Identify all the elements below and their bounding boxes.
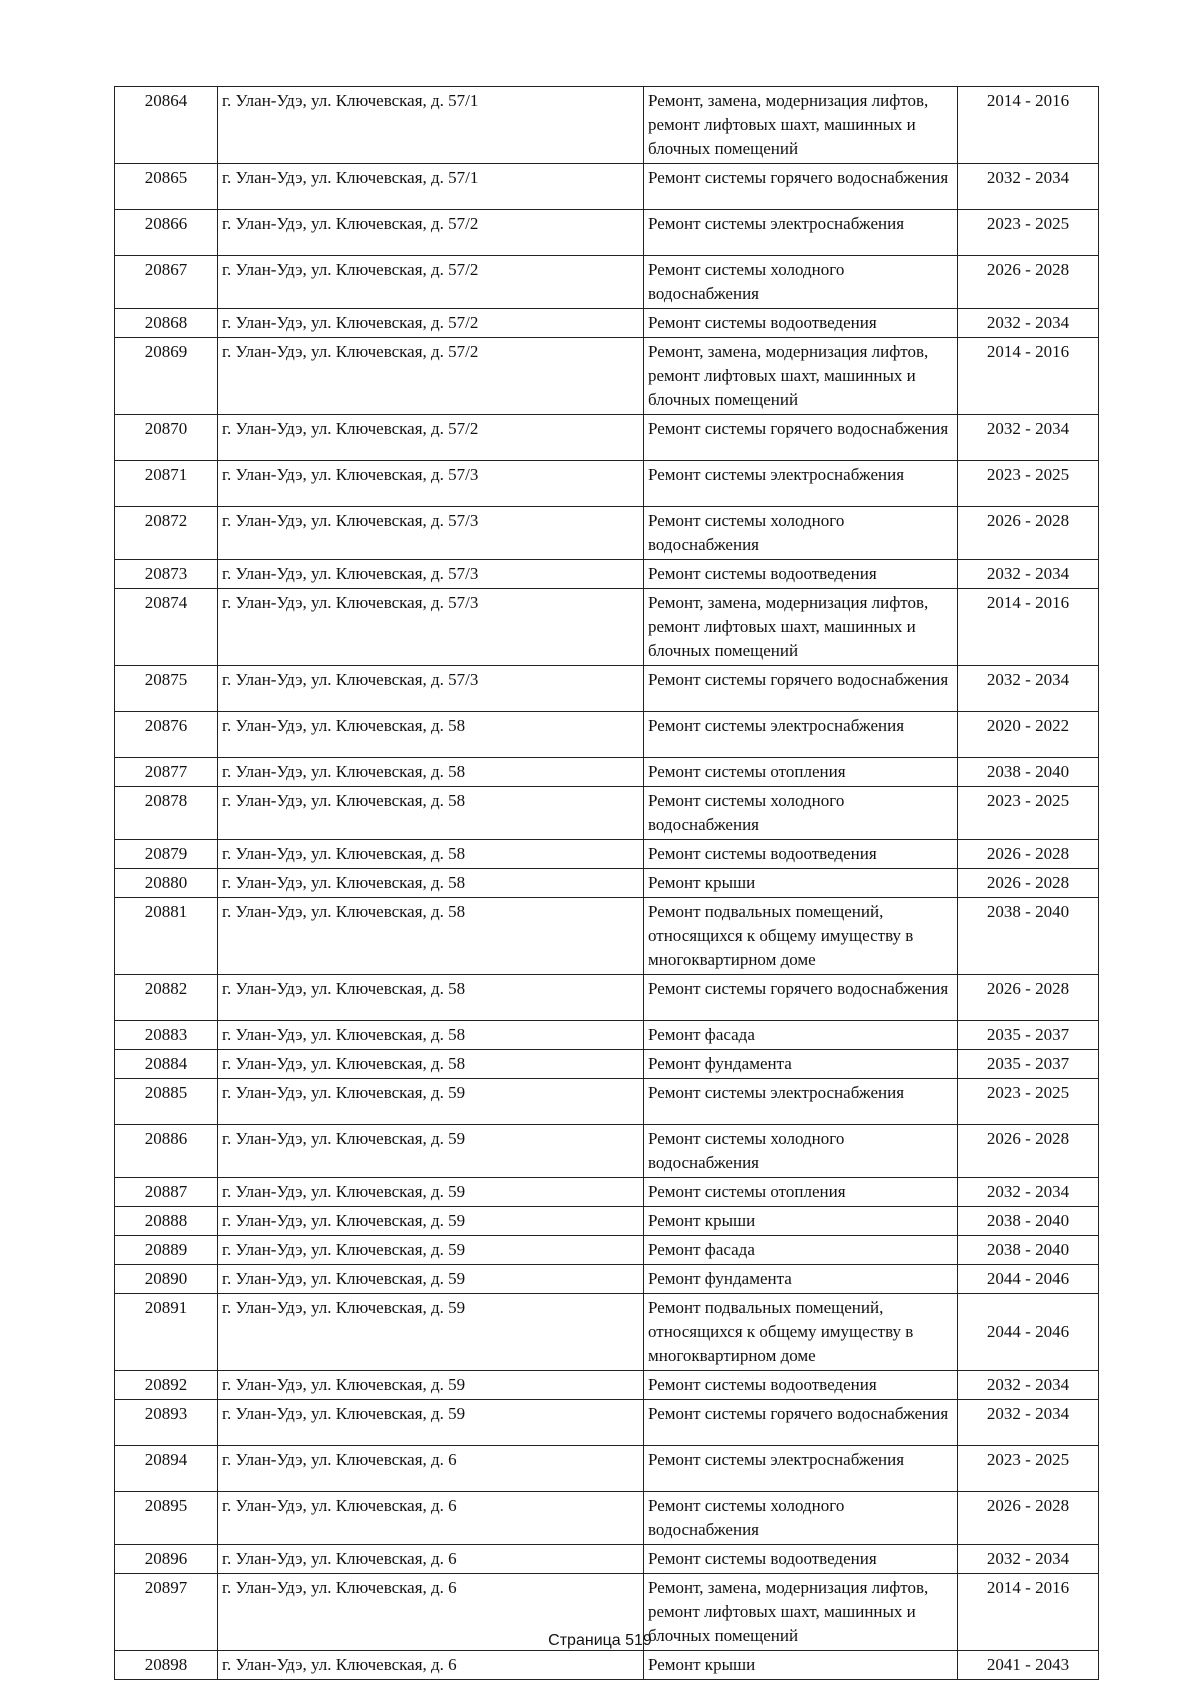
row-years: 2020 - 2022 [958,712,1099,758]
row-number: 20870 [115,415,218,461]
row-number: 20888 [115,1207,218,1236]
row-work-type: Ремонт крыши [644,1651,958,1680]
table-row [115,975,1099,1021]
row-years: 2032 - 2034 [958,560,1099,589]
row-years: 2032 - 2034 [958,1400,1099,1446]
table-row [115,589,1099,666]
table-row [115,1371,1099,1400]
row-address: г. Улан-Удэ, ул. Ключевская, д. 6 [218,1492,644,1545]
row-years: 2026 - 2028 [958,975,1099,1021]
row-years: 2032 - 2034 [958,1371,1099,1400]
row-work-type: Ремонт подвальных помещений, относящихся к общему имуществу в многоквартирном доме [644,1294,958,1371]
row-work-type: Ремонт системы холодного водоснабжения [644,1125,958,1178]
row-number: 20893 [115,1400,218,1446]
row-number: 20894 [115,1446,218,1492]
row-years: 2038 - 2040 [958,1236,1099,1265]
row-number: 20875 [115,666,218,712]
row-years: 2038 - 2040 [958,898,1099,975]
row-years: 2014 - 2016 [958,589,1099,666]
row-number: 20886 [115,1125,218,1178]
row-address: г. Улан-Удэ, ул. Ключевская, д. 57/2 [218,256,644,309]
row-years: 2032 - 2034 [958,1178,1099,1207]
row-years: 2023 - 2025 [958,787,1099,840]
table-row [115,1207,1099,1236]
row-work-type: Ремонт системы горячего водоснабжения [644,164,958,210]
row-years: 2026 - 2028 [958,869,1099,898]
row-years: 2026 - 2028 [958,840,1099,869]
row-address: г. Улан-Удэ, ул. Ключевская, д. 58 [218,975,644,1021]
row-number: 20872 [115,507,218,560]
row-address: г. Улан-Удэ, ул. Ключевская, д. 57/2 [218,415,644,461]
row-number: 20878 [115,787,218,840]
row-address: г. Улан-Удэ, ул. Ключевская, д. 57/3 [218,560,644,589]
row-address: г. Улан-Удэ, ул. Ключевская, д. 58 [218,840,644,869]
row-years: 2044 - 2046 [958,1265,1099,1294]
row-address: г. Улан-Удэ, ул. Ключевская, д. 59 [218,1294,644,1371]
row-address: г. Улан-Удэ, ул. Ключевская, д. 59 [218,1236,644,1265]
row-work-type: Ремонт системы горячего водоснабжения [644,415,958,461]
row-work-type: Ремонт системы горячего водоснабжения [644,1400,958,1446]
row-number: 20864 [115,87,218,164]
row-work-type: Ремонт системы электроснабжения [644,1079,958,1125]
row-work-type: Ремонт системы электроснабжения [644,1446,958,1492]
row-work-type: Ремонт системы водоотведения [644,560,958,589]
row-years: 2041 - 2043 [958,1651,1099,1680]
table-row [115,1079,1099,1125]
row-number: 20898 [115,1651,218,1680]
row-years: 2038 - 2040 [958,1207,1099,1236]
row-work-type: Ремонт системы отопления [644,758,958,787]
table-row [115,210,1099,256]
table-row [115,461,1099,507]
row-address: г. Улан-Удэ, ул. Ключевская, д. 57/3 [218,589,644,666]
row-years: 2044 - 2046 [958,1294,1099,1371]
row-address: г. Улан-Удэ, ул. Ключевская, д. 57/3 [218,666,644,712]
row-address: г. Улан-Удэ, ул. Ключевская, д. 57/2 [218,338,644,415]
row-work-type: Ремонт, замена, модернизация лифтов, ремонт лифтовых шахт, машинных и блочных помещений [644,589,958,666]
row-number: 20866 [115,210,218,256]
table-row [115,1446,1099,1492]
row-number: 20876 [115,712,218,758]
row-address: г. Улан-Удэ, ул. Ключевская, д. 59 [218,1265,644,1294]
row-years: 2014 - 2016 [958,1574,1099,1651]
row-work-type: Ремонт системы холодного водоснабжения [644,256,958,309]
table-row [115,309,1099,338]
row-years: 2032 - 2034 [958,666,1099,712]
row-address: г. Улан-Удэ, ул. Ключевская, д. 57/1 [218,164,644,210]
row-address: г. Улан-Удэ, ул. Ключевская, д. 58 [218,712,644,758]
row-number: 20869 [115,338,218,415]
row-number: 20873 [115,560,218,589]
row-work-type: Ремонт подвальных помещений, относящихся к общему имуществу в многоквартирном доме [644,898,958,975]
table-row [115,1050,1099,1079]
row-address: г. Улан-Удэ, ул. Ключевская, д. 59 [218,1125,644,1178]
table-row [115,1400,1099,1446]
table-row [115,1125,1099,1178]
row-years: 2026 - 2028 [958,507,1099,560]
row-address: г. Улан-Удэ, ул. Ключевская, д. 57/2 [218,309,644,338]
row-work-type: Ремонт системы отопления [644,1178,958,1207]
row-work-type: Ремонт системы холодного водоснабжения [644,507,958,560]
row-number: 20865 [115,164,218,210]
row-work-type: Ремонт, замена, модернизация лифтов, ремонт лифтовых шахт, машинных и блочных помещений [644,1574,958,1651]
row-address: г. Улан-Удэ, ул. Ключевская, д. 59 [218,1371,644,1400]
row-years: 2035 - 2037 [958,1050,1099,1079]
row-work-type: Ремонт системы холодного водоснабжения [644,1492,958,1545]
row-years: 2032 - 2034 [958,415,1099,461]
row-work-type: Ремонт системы водоотведения [644,309,958,338]
row-number: 20882 [115,975,218,1021]
row-years: 2023 - 2025 [958,461,1099,507]
row-years: 2026 - 2028 [958,1492,1099,1545]
row-address: г. Улан-Удэ, ул. Ключевская, д. 59 [218,1207,644,1236]
row-address: г. Улан-Удэ, ул. Ключевская, д. 58 [218,869,644,898]
row-address: г. Улан-Удэ, ул. Ключевская, д. 6 [218,1446,644,1492]
row-address: г. Улан-Удэ, ул. Ключевская, д. 58 [218,1050,644,1079]
table-row [115,758,1099,787]
row-years: 2035 - 2037 [958,1021,1099,1050]
row-work-type: Ремонт системы холодного водоснабжения [644,787,958,840]
table-row [115,1236,1099,1265]
row-number: 20884 [115,1050,218,1079]
row-work-type: Ремонт системы водоотведения [644,1545,958,1574]
row-years: 2026 - 2028 [958,256,1099,309]
row-number: 20881 [115,898,218,975]
row-address: г. Улан-Удэ, ул. Ключевская, д. 57/1 [218,87,644,164]
row-address: г. Улан-Удэ, ул. Ключевская, д. 57/2 [218,210,644,256]
row-work-type: Ремонт крыши [644,1207,958,1236]
row-address: г. Улан-Удэ, ул. Ключевская, д. 58 [218,787,644,840]
table-row [115,87,1099,164]
row-number: 20879 [115,840,218,869]
row-work-type: Ремонт системы горячего водоснабжения [644,666,958,712]
table-row [115,712,1099,758]
row-address: г. Улан-Удэ, ул. Ключевская, д. 58 [218,1021,644,1050]
row-years: 2032 - 2034 [958,1545,1099,1574]
table-row [115,840,1099,869]
table-row [115,1021,1099,1050]
row-number: 20885 [115,1079,218,1125]
row-years: 2023 - 2025 [958,1079,1099,1125]
row-work-type: Ремонт, замена, модернизация лифтов, ремонт лифтовых шахт, машинных и блочных помещений [644,87,958,164]
row-number: 20887 [115,1178,218,1207]
row-work-type: Ремонт системы водоотведения [644,1371,958,1400]
row-work-type: Ремонт фундамента [644,1050,958,1079]
table-row [115,164,1099,210]
row-number: 20874 [115,589,218,666]
row-work-type: Ремонт, замена, модернизация лифтов, ремонт лифтовых шахт, машинных и блочных помещений [644,338,958,415]
table-row [115,869,1099,898]
page-number: Страница 519 [548,1632,652,1649]
row-number: 20889 [115,1236,218,1265]
row-address: г. Улан-Удэ, ул. Ключевская, д. 57/3 [218,461,644,507]
row-address: г. Улан-Удэ, ул. Ключевская, д. 6 [218,1574,644,1651]
row-work-type: Ремонт фасада [644,1021,958,1050]
row-years: 2038 - 2040 [958,758,1099,787]
row-address: г. Улан-Удэ, ул. Ключевская, д. 6 [218,1545,644,1574]
table-row [115,560,1099,589]
table-row [115,787,1099,840]
row-work-type: Ремонт системы водоотведения [644,840,958,869]
row-number: 20880 [115,869,218,898]
row-address: г. Улан-Удэ, ул. Ключевская, д. 58 [218,898,644,975]
row-work-type: Ремонт системы электроснабжения [644,712,958,758]
row-number: 20895 [115,1492,218,1545]
row-address: г. Улан-Удэ, ул. Ключевская, д. 57/3 [218,507,644,560]
row-years: 2014 - 2016 [958,338,1099,415]
table-body [115,87,1099,1680]
row-work-type: Ремонт системы горячего водоснабжения [644,975,958,1021]
table-row [115,507,1099,560]
row-years: 2032 - 2034 [958,164,1099,210]
table-row [115,1545,1099,1574]
row-number: 20871 [115,461,218,507]
row-address: г. Улан-Удэ, ул. Ключевская, д. 6 [218,1651,644,1680]
row-years: 2032 - 2034 [958,309,1099,338]
row-number: 20897 [115,1574,218,1651]
row-number: 20891 [115,1294,218,1371]
row-work-type: Ремонт системы электроснабжения [644,210,958,256]
table-row [115,898,1099,975]
row-number: 20892 [115,1371,218,1400]
row-years: 2026 - 2028 [958,1125,1099,1178]
row-work-type: Ремонт фасада [644,1236,958,1265]
row-address: г. Улан-Удэ, ул. Ключевская, д. 59 [218,1400,644,1446]
row-number: 20890 [115,1265,218,1294]
table-row [115,1492,1099,1545]
table-row [115,415,1099,461]
row-years: 2023 - 2025 [958,210,1099,256]
row-years: 2023 - 2025 [958,1446,1099,1492]
table-row [115,338,1099,415]
row-number: 20877 [115,758,218,787]
row-years: 2014 - 2016 [958,87,1099,164]
table-row [115,1265,1099,1294]
row-work-type: Ремонт системы электроснабжения [644,461,958,507]
row-address: г. Улан-Удэ, ул. Ключевская, д. 58 [218,758,644,787]
row-number: 20896 [115,1545,218,1574]
works-table [114,86,1099,1680]
table-row [115,256,1099,309]
table-row [115,666,1099,712]
table-row [115,1178,1099,1207]
row-address: г. Улан-Удэ, ул. Ключевская, д. 59 [218,1079,644,1125]
row-number: 20868 [115,309,218,338]
row-number: 20883 [115,1021,218,1050]
row-number: 20867 [115,256,218,309]
row-work-type: Ремонт крыши [644,869,958,898]
row-work-type: Ремонт фундамента [644,1265,958,1294]
table-row [115,1651,1099,1680]
row-address: г. Улан-Удэ, ул. Ключевская, д. 59 [218,1178,644,1207]
table-row [115,1294,1099,1371]
